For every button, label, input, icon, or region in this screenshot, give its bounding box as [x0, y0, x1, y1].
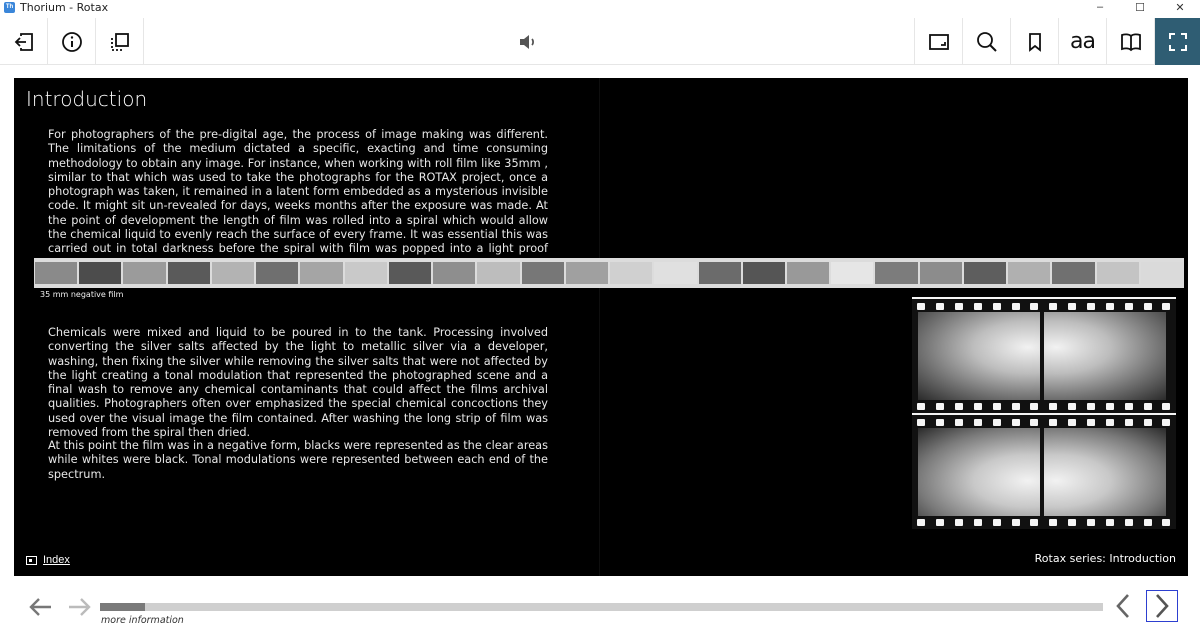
window-controls [1080, 0, 1200, 14]
index-icon [26, 556, 37, 565]
arrow-left-icon [27, 595, 53, 619]
spread-divider [599, 78, 600, 576]
search-icon [975, 30, 999, 54]
film-frame [522, 262, 564, 284]
film-frame [1097, 262, 1139, 284]
film-frame [123, 262, 165, 284]
film-caption: 35 mm negative film [40, 290, 124, 299]
index-link[interactable] [26, 554, 70, 566]
series-label: Rotax series: Introduction [1034, 552, 1176, 565]
film-frame [964, 262, 1006, 284]
font-settings-button[interactable] [1058, 18, 1106, 65]
film-frame [699, 262, 741, 284]
negative-frame [918, 428, 1040, 516]
film-frame [212, 262, 254, 284]
body-paragraph: For photographers of the pre-digital age, the process of image making was different. The limitations of the medium dictated a specific, exacting and time consuming methodology to obtain any image. For instance, when working with roll film like 35mm , similar to that which was used to take the photographs for the ROTAX project, once a photograph was taken, it remained in a latent form embedded as a mysterious invisible code. It might sit un-revealed for days, weeks months after the exposure was made. At the point of development the length of film was rolled into a spiral which would allow the chemical liquid to evenly reach the surface of every frame. It was essential this was carried out in total darkness before the spiral with film was popped into a light proof [48, 128, 548, 256]
film-strip-image [34, 258, 1184, 288]
film-frame [477, 262, 519, 284]
film-frame [256, 262, 298, 284]
film-frame [920, 262, 962, 284]
back-to-library-button[interactable] [0, 18, 48, 65]
negative-frame [1044, 312, 1166, 400]
film-frame [168, 262, 210, 284]
film-frame [35, 262, 77, 284]
negative-film-image [912, 297, 1176, 529]
previous-page-button[interactable] [1110, 590, 1136, 622]
film-frame [743, 262, 785, 284]
negative-strip [912, 415, 1176, 529]
table-of-contents-button[interactable] [96, 18, 144, 65]
reader-page[interactable] [14, 78, 1188, 576]
negative-frame [1044, 428, 1166, 516]
film-frame [1008, 262, 1050, 284]
reading-mode-icon [1119, 30, 1143, 54]
window-titlebar [0, 0, 1200, 14]
film-frame [79, 262, 121, 284]
film-frame [433, 262, 475, 284]
reader-toolbar [0, 18, 1200, 65]
film-frame [610, 262, 652, 284]
back-to-library-icon [12, 30, 36, 54]
film-frame [566, 262, 608, 284]
fullscreen-icon [1166, 30, 1190, 54]
film-frame [300, 262, 342, 284]
window-title: Thorium - Rotax [20, 0, 109, 14]
close-window-button[interactable]: ✕ [1175, 1, 1185, 14]
bookmark-button[interactable] [1010, 18, 1058, 65]
sprocket-holes [912, 400, 1176, 412]
search-button[interactable] [962, 18, 1010, 65]
film-frame [831, 262, 873, 284]
bookmark-icon [1023, 30, 1047, 54]
negative-strip [912, 299, 1176, 413]
page-title: Introduction [26, 87, 148, 111]
fit-screen-button[interactable] [914, 18, 962, 65]
film-frame [787, 262, 829, 284]
info-icon [60, 30, 84, 54]
info-button[interactable] [48, 18, 96, 65]
minimize-button[interactable]: – [1096, 1, 1104, 13]
reading-mode-button[interactable] [1106, 18, 1154, 65]
fit-screen-icon [927, 30, 951, 54]
sprocket-holes [912, 416, 1176, 428]
more-information-label: more information [101, 615, 184, 626]
chevron-right-icon [1152, 592, 1172, 620]
reading-progress-fill [100, 603, 145, 611]
sprocket-holes [912, 300, 1176, 312]
thorium-app-icon: Th [4, 2, 15, 13]
maximize-button[interactable]: ☐ [1135, 1, 1145, 14]
arrow-right-icon [67, 595, 93, 619]
negative-frame [918, 312, 1040, 400]
index-link-label[interactable]: Index [43, 554, 70, 566]
history-back-button[interactable] [26, 594, 54, 620]
sprocket-holes [912, 516, 1176, 528]
body-paragraph: Chemicals were mixed and liquid to be poured in to the tank. Processing involved converting the silver salts affected by the light to metallic silver via a developer, washing, then fixing the silver while removing the silver salts that were not affected by the light creating a tonal modulation that represented the photographed scene and a final wash to remove any chemical contaminants that could affect the films archival qualities. Photographers often over emphasized the special chemical concoctions they used over the visual image the film contained. After washing the long strip of film was removed from the spiral then dried. [48, 326, 548, 440]
history-forward-button[interactable] [66, 594, 94, 620]
body-paragraph: At this point the film was in a negative form, blacks were represented as the clear areas while whites were black. Tonal modulations were represented between each end of the spectrum. [48, 439, 548, 481]
film-frame [654, 262, 696, 284]
film-frame [1141, 262, 1183, 284]
film-frame [1052, 262, 1094, 284]
read-aloud-button[interactable] [504, 18, 552, 65]
film-frame [345, 262, 387, 284]
fullscreen-button[interactable] [1154, 18, 1200, 65]
reading-progress-bar[interactable] [100, 603, 1103, 611]
chevron-left-icon [1113, 592, 1133, 620]
film-frame [389, 262, 431, 284]
read-aloud-speaker-icon [516, 30, 540, 54]
film-frame [875, 262, 917, 284]
font-settings-icon: aa [1070, 29, 1095, 54]
toc-icon [108, 30, 132, 54]
next-page-button[interactable] [1146, 590, 1178, 622]
